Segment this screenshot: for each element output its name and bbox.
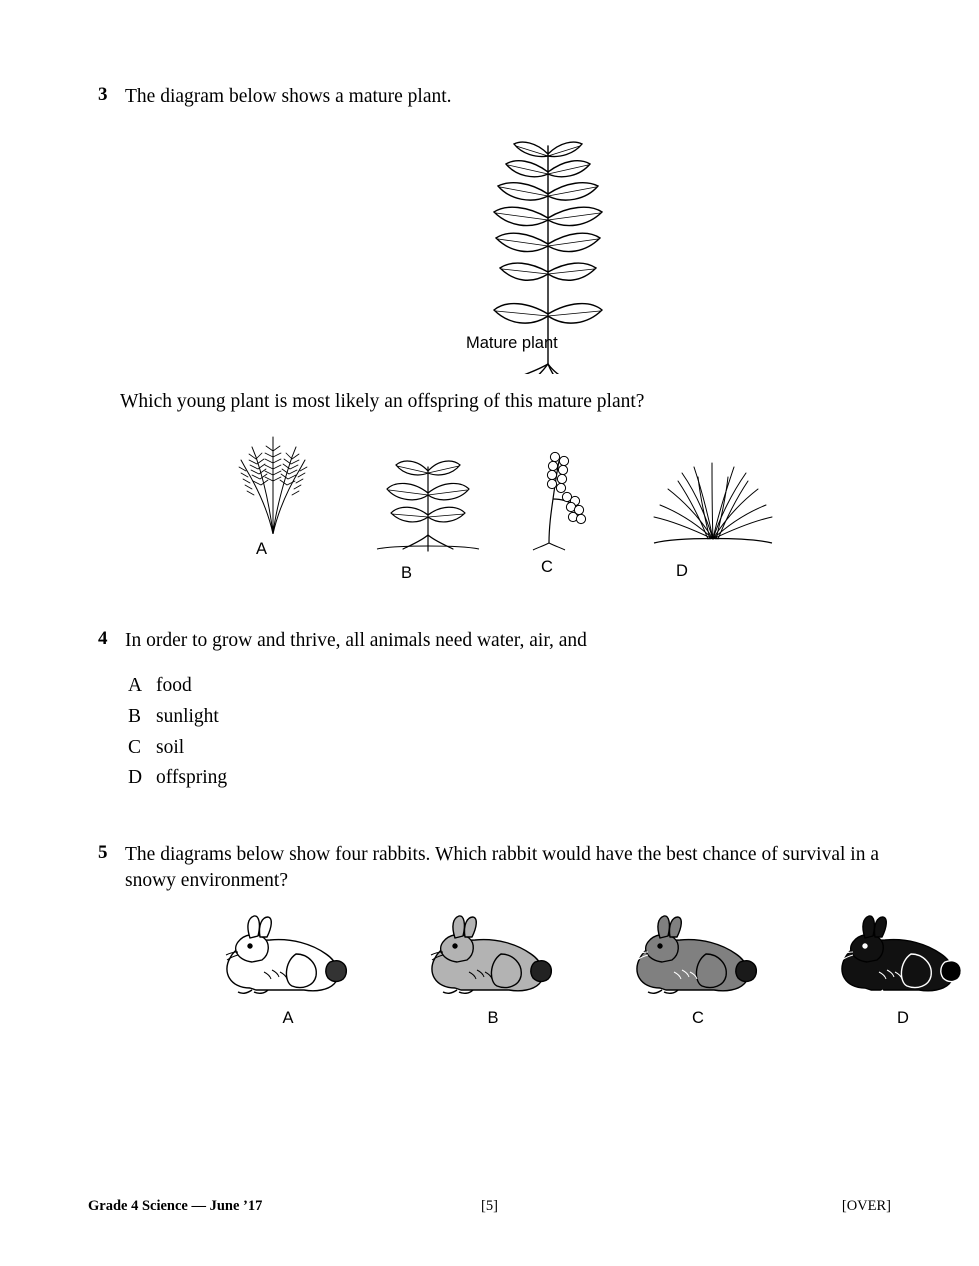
question-5-number: 5 bbox=[98, 842, 108, 863]
option-text: soil bbox=[156, 736, 185, 758]
question-3-choice-c[interactable] bbox=[503, 429, 653, 577]
footer-over-marker: [OVER] bbox=[841, 1198, 891, 1214]
wheat-stalks-plant-icon bbox=[218, 429, 368, 534]
question-5-choice-b[interactable] bbox=[413, 910, 573, 1028]
option-letter: B bbox=[128, 705, 142, 727]
question-3-choice-a[interactable] bbox=[218, 429, 368, 559]
question-3-choices bbox=[118, 429, 978, 582]
page-footer bbox=[0, 1198, 979, 1218]
choice-label: D bbox=[897, 1009, 909, 1027]
question-4-options bbox=[128, 671, 227, 794]
dark-gray-rabbit-icon bbox=[618, 910, 778, 1005]
question-3-choice-b[interactable] bbox=[363, 429, 513, 583]
option-text: food bbox=[156, 675, 192, 696]
question-3-stem: The diagram below shows a mature plant. bbox=[125, 86, 452, 107]
question-5-choice-c[interactable] bbox=[618, 910, 778, 1028]
question-3-sub-question: Which young plant is most likely an offspring of this mature plant? bbox=[120, 391, 645, 412]
light-gray-rabbit-icon bbox=[413, 910, 573, 1005]
question-5-choice-d[interactable] bbox=[823, 910, 979, 1028]
question-4-option-d[interactable] bbox=[128, 763, 227, 794]
option-letter: C bbox=[128, 736, 142, 758]
choice-label: C bbox=[692, 1009, 704, 1027]
choice-label: A bbox=[282, 1009, 294, 1027]
choice-label: B bbox=[401, 564, 413, 582]
question-4-option-a[interactable] bbox=[128, 671, 227, 702]
question-5-stem: The diagrams below show four rabbits. Which rabbit would have the best chance of survival in a snowy environment? bbox=[125, 844, 879, 892]
question-3-number: 3 bbox=[98, 84, 108, 105]
question-4-option-b[interactable] bbox=[128, 702, 227, 733]
broad-leaf-seedling-icon bbox=[363, 453, 513, 558]
choice-label: A bbox=[256, 540, 268, 558]
question-4-option-c[interactable] bbox=[128, 733, 227, 764]
grass-tuft-icon bbox=[638, 451, 788, 556]
option-text: sunlight bbox=[156, 705, 219, 727]
choice-label: B bbox=[487, 1009, 499, 1027]
option-text: offspring bbox=[156, 767, 228, 789]
choice-label: D bbox=[676, 562, 688, 580]
white-rabbit-icon bbox=[208, 910, 368, 1005]
mature-plant-caption: Mature plant bbox=[466, 334, 558, 352]
footer-exam-title: Grade 4 Science — June ’17 bbox=[88, 1198, 263, 1214]
berry-cluster-plant-icon bbox=[503, 447, 653, 552]
choice-label: C bbox=[541, 558, 553, 576]
option-letter: A bbox=[128, 675, 143, 696]
black-rabbit-icon bbox=[823, 910, 979, 1005]
question-5-choice-a[interactable] bbox=[208, 910, 368, 1028]
question-4-number: 4 bbox=[98, 628, 108, 649]
question-3-choice-d[interactable] bbox=[638, 429, 788, 581]
question-4-stem: In order to grow and thrive, all animals need water, air, and bbox=[125, 630, 587, 651]
footer-page-number: [5] bbox=[481, 1198, 498, 1214]
option-letter: D bbox=[128, 767, 143, 789]
question-5-choices bbox=[128, 910, 968, 1040]
